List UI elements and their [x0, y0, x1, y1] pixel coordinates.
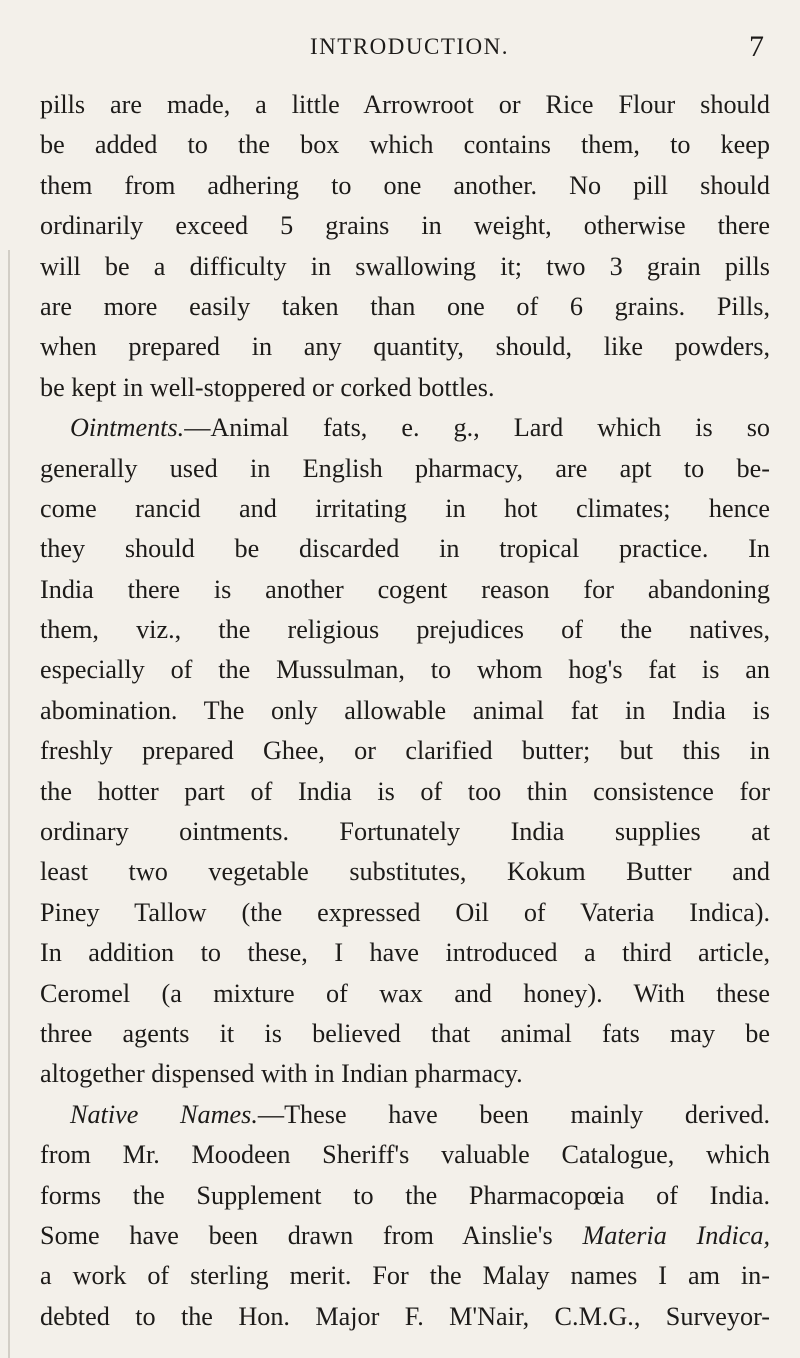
text-line: from Mr. Moodeen Sheriff's valuable Catalogue, which [40, 1140, 770, 1170]
text-line: debted to the Hon. Major F. M'Nair, C.M.G., Surveyor- [40, 1301, 770, 1331]
text-line: Ceromel (a mixture of wax and honey). With these [40, 978, 770, 1008]
text-line: be added to the box which contains them, to keep [40, 130, 770, 160]
text-line: In addition to these, I have introduced a third article, [40, 938, 770, 968]
text-line: them from adhering to one another. No pill should [40, 170, 770, 200]
page-number: 7 [749, 30, 764, 63]
section-native-names-first-line: Native Names.—These have been mainly derived. [70, 1099, 770, 1129]
text-line: Piney Tallow (the expressed Oil of Vateria Indica). [40, 897, 770, 927]
text-line: be kept in well-stoppered or corked bottles. [40, 372, 495, 402]
binding-edge-shadow [8, 250, 10, 1358]
text-line: generally used in English pharmacy, are apt to be- [40, 453, 770, 483]
text-line: the hotter part of India is of too thin consistence for [40, 776, 770, 806]
text-line: come rancid and irritating in hot climates; hence [40, 493, 770, 523]
section-heading-native-names: Native Names. [70, 1099, 258, 1129]
text-line: will be a difficulty in swallowing it; two 3 grain pills [40, 251, 770, 281]
section-ointments-first-line: Ointments.—Animal fats, e. g., Lard which is so [70, 413, 770, 443]
text-line: ordinarily exceed 5 grains in weight, otherwise there [40, 211, 770, 241]
text-line: ordinary ointments. Fortunately India supplies at [40, 817, 770, 847]
text-line: forms the Supplement to the Pharmacopœia of India. [40, 1180, 770, 1210]
text-line: when prepared in any quantity, should, like powders, [40, 332, 770, 362]
book-title-materia-indica: Materia Indica, [582, 1220, 770, 1250]
text-line: altogether dispensed with in Indian pharmacy. [40, 1059, 523, 1089]
page-header [40, 30, 770, 74]
text-line: pills are made, a little Arrowroot or Rice Flour should [40, 90, 770, 119]
text-line: a work of sterling merit. For the Malay names I am in- [40, 1261, 770, 1291]
text-line: least two vegetable substitutes, Kokum Butter and [40, 857, 770, 887]
text-line: Some have been drawn from Ainslie's Materia Indica, [40, 1220, 770, 1250]
text-line: abomination. The only allowable animal fat in India is [40, 695, 770, 725]
section-heading-ointments: Ointments. [70, 413, 185, 443]
text-line: three agents it is believed that animal fats may be [40, 1018, 770, 1048]
text-line: India there is another cogent reason for abandoning [40, 574, 770, 604]
text-line: are more easily taken than one of 6 grains. Pills, [40, 291, 770, 321]
text-line: them, viz., the religious prejudices of the natives, [40, 615, 770, 645]
text-line: freshly prepared Ghee, or clarified butter; but this in [40, 736, 770, 766]
text-line: especially of the Mussulman, to whom hog's fat is an [40, 655, 770, 685]
body-text [40, 85, 770, 1337]
running-head: INTRODUCTION. [310, 34, 510, 59]
text-line: they should be discarded in tropical practice. In [40, 534, 770, 564]
